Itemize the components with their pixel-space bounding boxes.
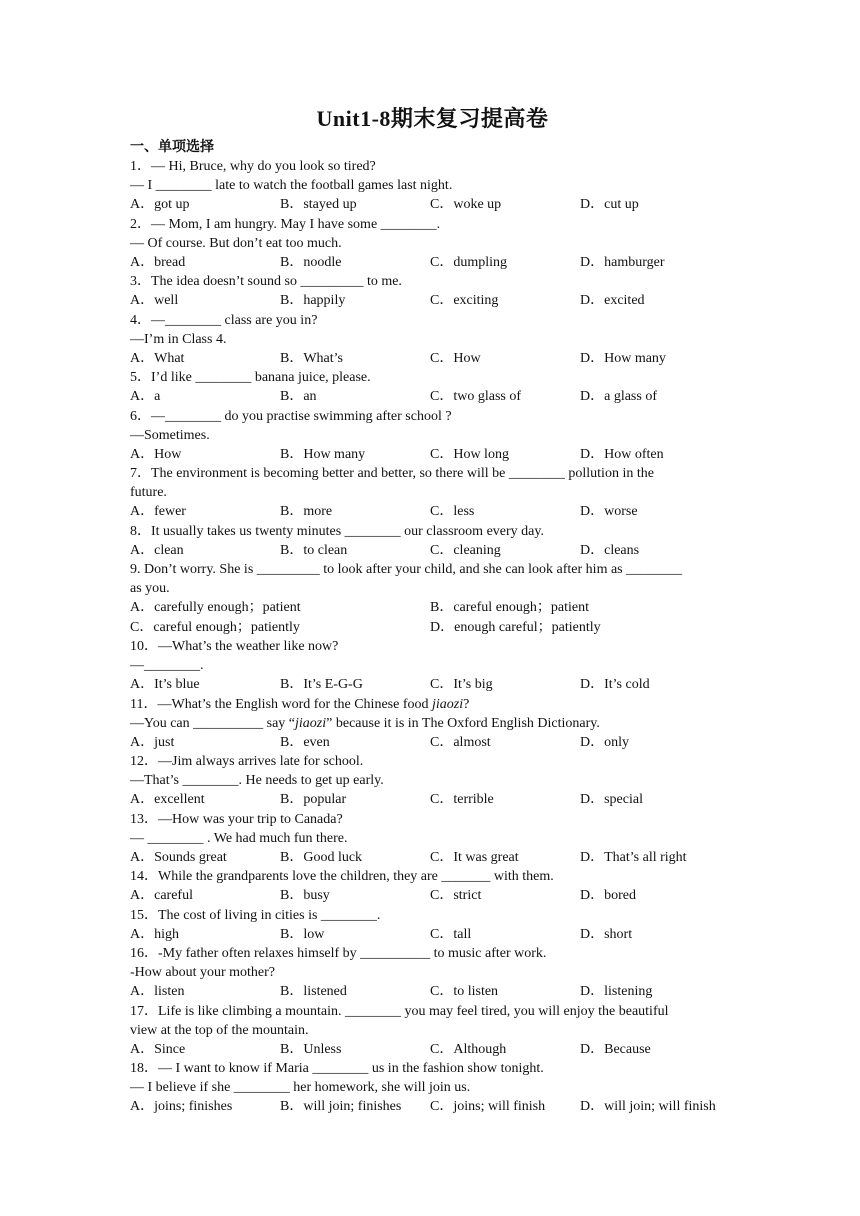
answer-option: D．will join; will finish	[580, 1099, 716, 1114]
question-text: 13．—How was your trip to Canada?	[130, 811, 343, 827]
options-row	[130, 733, 735, 753]
question-text: — ________ . We had much fun there.	[130, 830, 348, 846]
options-row	[130, 1040, 735, 1060]
question-item	[130, 560, 735, 637]
answer-option: D．excited	[580, 293, 645, 308]
answer-option: C．terrible	[430, 792, 494, 807]
question-text: 11．—What’s the English word for the Chinese food jiaozi?	[130, 696, 470, 712]
question-text: -How about your mother?	[130, 965, 276, 980]
answer-option: A．high	[130, 926, 179, 942]
options-row	[130, 925, 735, 945]
answer-option: B．Unless	[280, 1041, 342, 1057]
question-item	[130, 944, 735, 1002]
answer-option: C．woke up	[430, 197, 502, 212]
answer-option: D．enough careful；patiently	[430, 619, 601, 635]
question-item	[130, 1059, 735, 1117]
question-item	[130, 311, 735, 369]
options-row	[130, 502, 735, 522]
answer-option: B．It’s E-G-G	[280, 677, 363, 692]
answer-option: B．happily	[280, 293, 346, 308]
question-text: future.	[130, 485, 167, 500]
question-text: as you.	[130, 581, 170, 596]
answer-option: A．How	[130, 446, 182, 462]
answer-option: D．cut up	[580, 197, 639, 212]
answer-option: A．clean	[130, 542, 184, 558]
question-text: view at the top of the mountain.	[130, 1022, 309, 1038]
answer-option: C．It was great	[430, 849, 519, 865]
question-text: 5．I’d like ________ banana juice, please.	[130, 370, 371, 385]
answer-option: A．a	[130, 389, 161, 404]
answer-option: B．will join; finishes	[280, 1099, 402, 1114]
question-text: —You can __________ say “jiaozi” because it is in The Oxford English Dictionary.	[130, 715, 600, 731]
answer-option: C．Although	[430, 1041, 507, 1057]
answer-option: A．got up	[130, 197, 190, 212]
answer-option: A．bread	[130, 254, 186, 270]
question-item	[130, 157, 735, 215]
answer-option: A．carefully enough；patient	[130, 600, 301, 615]
options-row	[130, 675, 735, 695]
answer-option: A．It’s blue	[130, 677, 200, 692]
question-text: 1．— Hi, Bruce, why do you look so tired?	[130, 159, 376, 174]
question-text: 14．While the grandparents love the children, they are _______ with them.	[130, 869, 554, 884]
answer-option: B．How many	[280, 446, 366, 462]
question-text: 2．— Mom, I am hungry. May I have some ________.	[130, 216, 441, 232]
answer-option: B．popular	[280, 792, 347, 807]
question-text: 15．The cost of living in cities is ________.	[130, 907, 381, 923]
answer-option: C．How	[430, 350, 481, 366]
answer-option: A．What	[130, 350, 185, 366]
section-heading: 一、单项选择	[130, 139, 214, 155]
answer-option: C．exciting	[430, 293, 499, 308]
question-item	[130, 1002, 735, 1060]
question-item	[130, 637, 735, 695]
question-text: 17．Life is like climbing a mountain. ________ you may feel tired, you will enjoy the beautiful	[130, 1003, 669, 1019]
answer-option: B．low	[280, 926, 325, 942]
question-item	[130, 464, 735, 522]
answer-option: A．fewer	[130, 504, 186, 519]
question-text: —That’s ________. He needs to get up early.	[130, 773, 384, 788]
answer-option: D．only	[580, 734, 629, 750]
question-text: 7．The environment is becoming better and better, so there will be ________ pollution in the	[130, 466, 654, 481]
options-row	[130, 253, 735, 273]
answer-option: D．cleans	[580, 542, 640, 558]
answer-option: B．to clean	[280, 542, 348, 558]
answer-option: A．Since	[130, 1041, 186, 1057]
answer-option: C．strict	[430, 888, 482, 903]
answer-option: C．two glass of	[430, 389, 521, 404]
question-item	[130, 272, 735, 311]
answer-option: D．worse	[580, 504, 638, 519]
question-text: 12．—Jim always arrives late for school.	[130, 754, 364, 769]
question-item	[130, 368, 735, 407]
answer-option: A．Sounds great	[130, 849, 227, 865]
answer-option: A．excellent	[130, 792, 205, 807]
answer-option: C．cleaning	[430, 542, 501, 558]
answer-option: B．stayed up	[280, 197, 357, 212]
question-item	[130, 867, 735, 906]
answer-option: B．careful enough；patient	[430, 600, 590, 615]
answer-option: B．an	[280, 389, 317, 404]
answer-option: B．Good luck	[280, 849, 363, 865]
options-row	[130, 349, 735, 369]
question-item	[130, 215, 735, 273]
options-row	[130, 598, 735, 618]
answer-option: B．What’s	[280, 350, 343, 366]
options-row	[130, 291, 735, 311]
options-row	[130, 790, 735, 810]
question-text: — I believe if she ________ her homework, she will join us.	[130, 1080, 471, 1095]
answer-option: C．tall	[430, 926, 472, 942]
question-text: — I ________ late to watch the football games last night.	[130, 178, 453, 193]
answer-option: B．noodle	[280, 254, 342, 270]
question-item	[130, 407, 735, 465]
answer-option: A．just	[130, 734, 175, 750]
exam-page	[130, 104, 735, 1117]
answer-option: A．listen	[130, 984, 185, 999]
answer-option: C．It’s big	[430, 677, 493, 692]
answer-option: D．listening	[580, 984, 653, 999]
answer-option: B．busy	[280, 888, 330, 903]
answer-option: D．It’s cold	[580, 677, 650, 692]
question-item	[130, 752, 735, 810]
answer-option: B．even	[280, 734, 330, 750]
question-item	[130, 810, 735, 868]
answer-option: D．How many	[580, 350, 666, 366]
answer-option: C．dumpling	[430, 254, 508, 270]
options-row	[130, 195, 735, 215]
answer-option: D．a glass of	[580, 389, 657, 404]
question-list	[130, 157, 735, 1117]
question-text: 4．—________ class are you in?	[130, 312, 318, 328]
answer-option: C．to listen	[430, 984, 499, 999]
options-row	[130, 1097, 735, 1117]
answer-option: D．hamburger	[580, 254, 665, 270]
question-item	[130, 906, 735, 945]
question-text: — Of course. But don’t eat too much.	[130, 235, 342, 251]
answer-option: D．special	[580, 792, 643, 807]
options-row	[130, 387, 735, 407]
options-row	[130, 445, 735, 465]
question-text: 16．-My father often relaxes himself by __________ to music after work.	[130, 946, 547, 961]
question-text: 18．— I want to know if Maria ________ us in the fashion show tonight.	[130, 1061, 544, 1076]
options-row	[130, 982, 735, 1002]
answer-option: C．less	[430, 504, 475, 519]
answer-option: D．short	[580, 926, 633, 942]
answer-option: D．How often	[580, 446, 664, 462]
options-row	[130, 618, 735, 638]
options-row	[130, 848, 735, 868]
answer-option: C．careful enough；patiently	[130, 619, 300, 635]
answer-option: B．more	[280, 504, 333, 519]
question-text: 6．—________ do you practise swimming after school ?	[130, 408, 452, 424]
question-text: —I’m in Class 4.	[130, 331, 227, 347]
answer-option: C．joins; will finish	[430, 1099, 546, 1114]
question-text: 9. Don’t worry. She is _________ to look after your child, and she can look after him as ________	[130, 562, 683, 577]
question-text: 8．It usually takes us twenty minutes ________ our classroom every day.	[130, 523, 544, 539]
answer-option: D．That’s all right	[580, 849, 687, 865]
answer-option: D．bored	[580, 888, 636, 903]
question-text: —Sometimes.	[130, 427, 210, 443]
answer-option: A．careful	[130, 888, 193, 903]
options-row	[130, 541, 735, 561]
answer-option: A．well	[130, 293, 179, 308]
question-item	[130, 522, 735, 561]
page-title: Unit1-8期末复习提高卷	[316, 106, 549, 131]
options-row	[130, 886, 735, 906]
answer-option: B．listened	[280, 984, 347, 999]
answer-option: A．joins; finishes	[130, 1099, 233, 1114]
question-text: —________.	[130, 658, 204, 673]
question-text: 3．The idea doesn’t sound so _________ to me.	[130, 274, 402, 289]
question-text: 10．—What’s the weather like now?	[130, 639, 339, 654]
answer-option: D．Because	[580, 1041, 651, 1057]
answer-option: C．How long	[430, 446, 509, 462]
answer-option: C．almost	[430, 734, 491, 750]
question-item	[130, 695, 735, 753]
